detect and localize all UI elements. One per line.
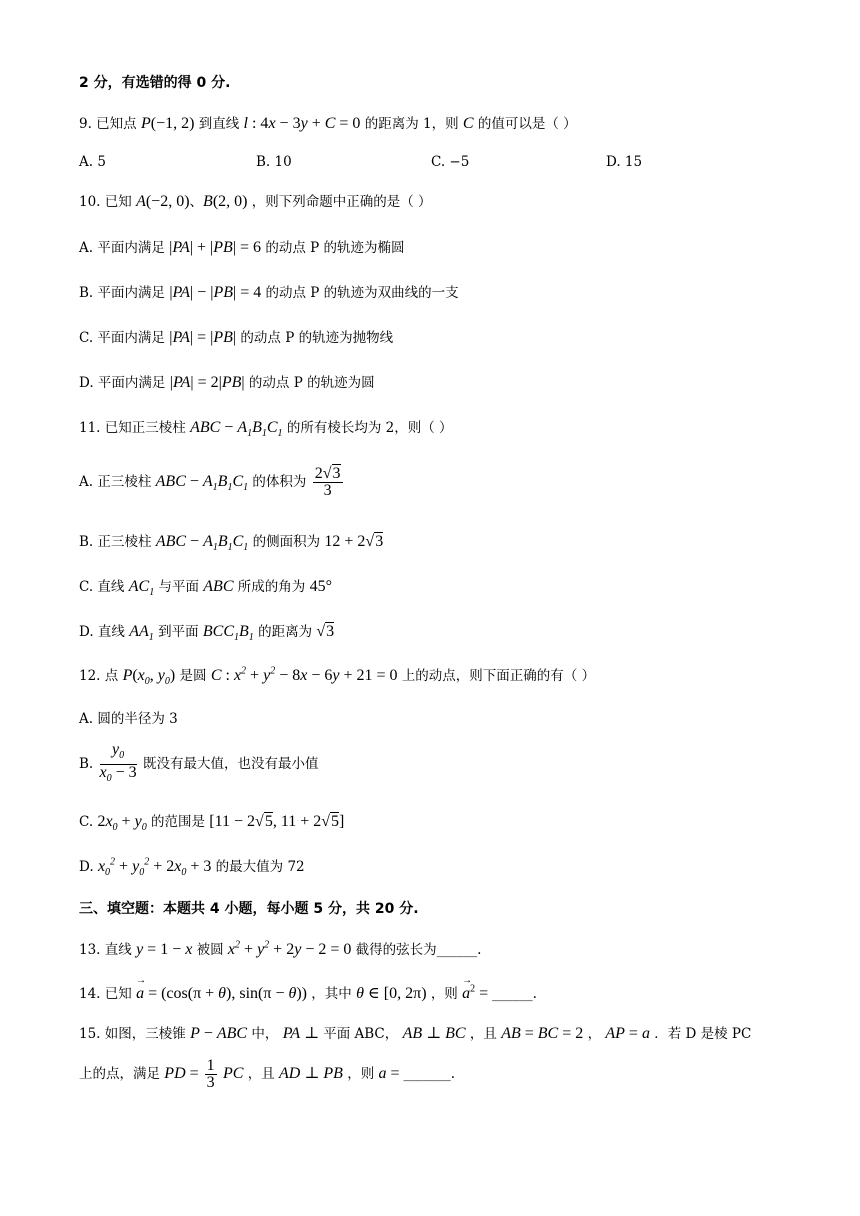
question-10-option-c: C. 平面内满足 |PA| = |PB| 的动点 P 的轨迹为抛物线: [79, 329, 394, 346]
question-12-option-d: D. $x_0^2 + y_0^2 + 2x_0 + 3$ 的最大值为 72: [79, 856, 305, 879]
question-11-option-a: A. 正三棱柱 ABC − $A_1B_1C_1$ 的体积为 $\frac{2√3}{3}$: [79, 465, 341, 499]
question-10-stem: 10. 已知 A(−2, 0)、B(2, 0) ，则下列命题中正确的是（ ）: [79, 193, 432, 210]
question-11-stem: 11. 已知正三棱柱 ABC − $A_1B_1C_1$ 的所有棱长均为 2，则（ ）: [79, 419, 453, 440]
question-10-option-d: D. 平面内满足 |PA| = 2|PB| 的动点 P 的轨迹为圆: [79, 374, 375, 391]
question-15-line-1: 15. 如图，三棱锥 P − ABC 中， PA ⊥ 平面 ABC， AB ⊥ BC ，且 AB = BC = 2 ， AP = a ．若 D 是棱 PC: [79, 1025, 752, 1042]
question-11-option-c: C. 直线 $AC_1$ 与平面 ABC 所成的角为 45°: [79, 578, 332, 599]
question-9-option-c: C. −5: [431, 154, 470, 170]
question-13: 13. 直线 y = 1 − x 被圆 $x^2 + y^2 + 2y - 2 = 0$ 截得的弦长为______.: [79, 939, 482, 958]
question-11-option-d: D. 直线 $AA_1$ 到平面 $BCC_1B_1$ 的距离为 √3: [79, 623, 335, 644]
volume-fraction: $\frac{2√3}{3}$: [314, 465, 341, 499]
question-11-option-b: B. 正三棱柱 ABC − $A_1B_1C_1$ 的侧面积为 12 + 2√3: [79, 533, 384, 554]
question-9-option-d: D. 15: [606, 154, 643, 170]
question-12-stem: 12. 点 $P(x_0$, $y_0$) 是圆 C : $x^2 + y^2 - 8x - 6y + 21 = 0$ 上的动点，则下面正确的有（ ）: [79, 665, 596, 688]
question-12-option-a: A. 圆的半径为 3: [79, 711, 178, 727]
question-9-stem: 9. 已知点 P(−1, 2) 到直线 l : 4x − 3y + C = 0 的距离为 1，则 C 的值可以是（ ）: [79, 115, 577, 132]
question-14: 14. 已知 a → = (cos(π + θ), sin(π − θ)) ，其中 θ ∈ [0, 2π) ，则 a → $^2$ = ______.: [79, 975, 537, 1002]
question-10-option-b: B. 平面内满足 |PA| − |PB| = 4 的动点 P 的轨迹为双曲线的一支: [79, 284, 459, 301]
question-12-option-c: C. $2x_0 + y_0$ 的范围是 [11 − 2√5, 11 + 2√5]: [79, 813, 345, 834]
section-3-heading: 三、填空题：本题共 4 小题，每小题 5 分，共 20 分.: [79, 901, 419, 917]
one-third-fraction: $\frac{1}{3}$: [206, 1057, 215, 1091]
question-9-option-a: A. 5: [79, 154, 106, 170]
point-p-expr: P(−1, 2): [140, 115, 195, 132]
ratio-fraction: $\frac{y_0}{x_0 - 3}$: [99, 741, 137, 785]
line-l-expr: l : 4x − 3y + C = 0: [243, 115, 361, 132]
question-10-option-a: A. 平面内满足 |PA| + |PB| = 6 的动点 P 的轨迹为椭圆: [79, 239, 405, 256]
question-15-line-2: 上的点，满足 PD = $\frac{1}{3}$ PC ，且 AD ⊥ PB ，则 a = _______.: [79, 1057, 456, 1091]
scoring-note: 2 分，有选错的得 0 分.: [79, 75, 231, 91]
question-9-option-b: B. 10: [256, 154, 292, 170]
question-12-option-b: B. $\frac{y_0}{x_0 - 3}$ 既没有最大值，也没有最小值: [79, 742, 318, 787]
